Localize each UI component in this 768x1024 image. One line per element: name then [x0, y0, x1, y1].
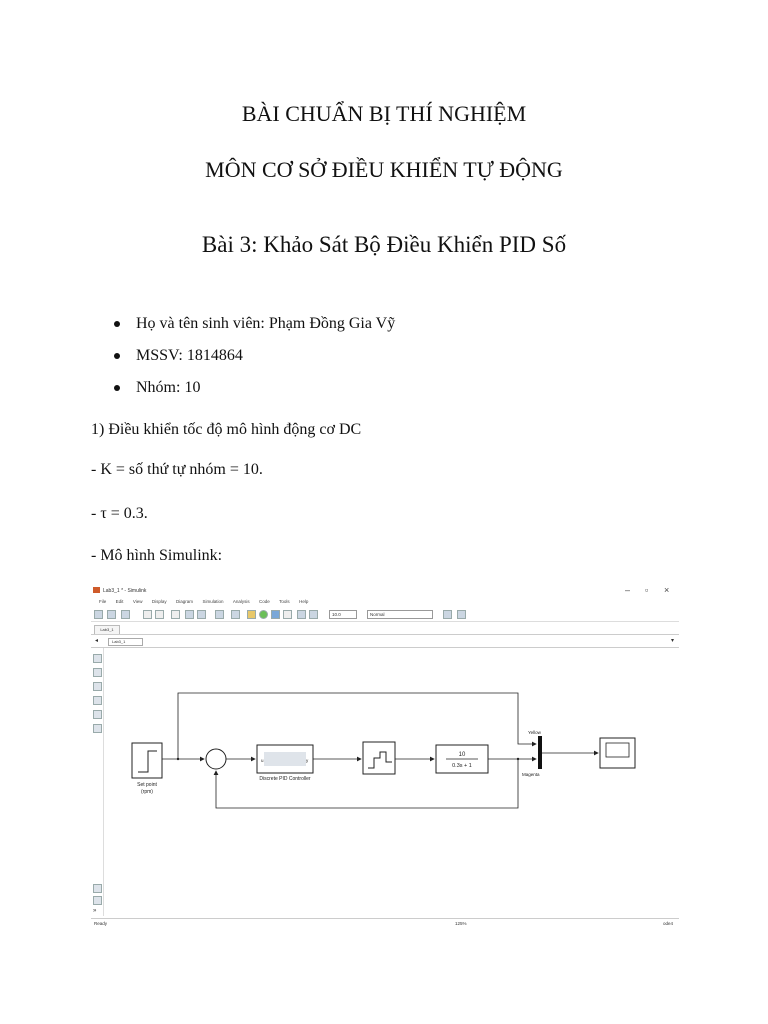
minimize-icon[interactable]: – — [625, 585, 631, 595]
record-icon[interactable] — [297, 610, 306, 619]
tf-numerator: 10 — [458, 752, 466, 758]
tf-denominator: 0.3s + 1 — [452, 763, 472, 769]
annotation-icon[interactable] — [93, 696, 102, 705]
bullet-icon — [114, 385, 120, 391]
chevron-down-icon[interactable]: ▾ — [671, 638, 675, 644]
zoh-block[interactable] — [363, 742, 395, 774]
open-icon[interactable] — [107, 610, 116, 619]
mux-signal-magenta: Magenta — [522, 772, 540, 777]
expand-icon[interactable]: » — [93, 908, 97, 914]
save-icon[interactable] — [121, 610, 130, 619]
zoom-icon[interactable] — [93, 654, 102, 663]
group-number: Nhóm: 10 — [136, 379, 201, 396]
log-icon[interactable] — [309, 610, 318, 619]
new-model-icon[interactable] — [94, 610, 103, 619]
scope-block[interactable] — [600, 738, 635, 768]
menu-analysis[interactable]: Analysis — [232, 599, 250, 604]
step-label: Set point — [137, 782, 157, 788]
list-item — [112, 345, 395, 377]
simulink-toolbar — [91, 607, 679, 622]
menu-simulation[interactable]: Simulation — [202, 599, 224, 604]
image-icon[interactable] — [93, 710, 102, 719]
undo-icon[interactable] — [143, 610, 152, 619]
arrow-icon[interactable] — [93, 682, 102, 691]
menu-help[interactable]: Help — [299, 599, 309, 604]
menu-edit[interactable]: Edit — [115, 599, 124, 604]
pid-input-port: u — [261, 758, 264, 763]
model-canvas[interactable] — [104, 648, 679, 916]
stop-icon[interactable] — [283, 610, 292, 619]
bullet-icon — [114, 321, 120, 327]
section-heading: 1) Điều khiển tốc độ mô hình động cơ DC — [91, 421, 362, 438]
student-name: Họ và tên sinh viên: Phạm Đồng Gia Vỹ — [136, 315, 396, 332]
maximize-icon[interactable]: ▫ — [645, 585, 649, 595]
simulink-app-icon — [93, 587, 100, 593]
tab-model[interactable]: Lab3_1 — [94, 625, 120, 634]
menu-file[interactable]: File — [99, 599, 107, 604]
block-diagram — [104, 648, 679, 916]
up-icon[interactable] — [171, 610, 180, 619]
menu-diagram[interactable]: Diagram — [176, 599, 194, 604]
explorer-icon[interactable] — [231, 610, 240, 619]
step-forward-icon[interactable] — [271, 610, 280, 619]
run-icon[interactable] — [259, 610, 268, 619]
simulink-window-title: Lab3_1 * - Simulink — [103, 588, 147, 594]
pid-block[interactable] — [257, 745, 313, 773]
camera-icon[interactable] — [93, 884, 102, 893]
course-title: MÔN CƠ SỞ ĐIỀU KHIỂN TỰ ĐỘNG — [205, 157, 563, 182]
step-block[interactable] — [132, 743, 162, 778]
bullet-icon — [114, 353, 120, 359]
param-tau: - τ = 0.3. — [91, 505, 148, 522]
menu-view[interactable]: View — [132, 599, 143, 604]
step-back-icon[interactable] — [247, 610, 256, 619]
address-bar — [91, 635, 679, 648]
menu-tools[interactable]: Tools — [279, 599, 290, 604]
library-icon[interactable] — [185, 610, 194, 619]
zoom-level: 125% — [455, 921, 467, 926]
step-unit-label: (rpm) — [141, 789, 153, 795]
simulink-window — [91, 583, 679, 928]
check-icon[interactable] — [443, 610, 452, 619]
document-title: BÀI CHUẨN BỊ THÍ NGHIỆM — [241, 101, 527, 126]
menu-code[interactable]: Code — [259, 599, 270, 604]
model-tab-row — [91, 624, 679, 635]
navigate-back-icon[interactable]: ◂ — [95, 638, 99, 644]
solver-label: ode4 — [663, 921, 674, 926]
sim-mode-select[interactable]: Normal — [367, 610, 433, 619]
grid-icon[interactable] — [215, 610, 224, 619]
mux-signal-yellow: Yellow — [528, 730, 541, 735]
pid-label: Discrete PID Controller — [259, 776, 311, 782]
list-item — [112, 313, 395, 345]
pid-output-port: y — [306, 758, 309, 763]
breadcrumb[interactable]: Lab3_1 — [108, 638, 143, 646]
param-k: - K = số thứ tự nhóm = 10. — [91, 461, 263, 478]
build-icon[interactable] — [457, 610, 466, 619]
lab-title: Bài 3: Khảo Sát Bộ Điều Khiển PID Số — [201, 232, 567, 257]
simulink-titlebar — [91, 583, 679, 597]
fit-view-icon[interactable] — [93, 668, 102, 677]
student-info-list — [112, 313, 395, 409]
hide-icon[interactable] — [93, 896, 102, 905]
menu-display[interactable]: Display — [151, 599, 167, 604]
redo-icon[interactable] — [155, 610, 164, 619]
student-id: MSSV: 1814864 — [136, 347, 243, 364]
status-left: Ready — [94, 921, 108, 926]
status-bar — [91, 918, 679, 929]
simulink-menubar — [91, 597, 679, 606]
area-icon[interactable] — [93, 724, 102, 733]
close-icon[interactable]: × — [664, 585, 670, 595]
settings-icon[interactable] — [197, 610, 206, 619]
palette-toolbar — [91, 648, 104, 916]
stop-time-input[interactable]: 10.0 — [329, 610, 357, 619]
model-label: - Mô hình Simulink: — [91, 547, 223, 564]
mux-block[interactable] — [538, 736, 542, 769]
list-item — [112, 377, 395, 409]
sum-block[interactable] — [206, 749, 226, 769]
